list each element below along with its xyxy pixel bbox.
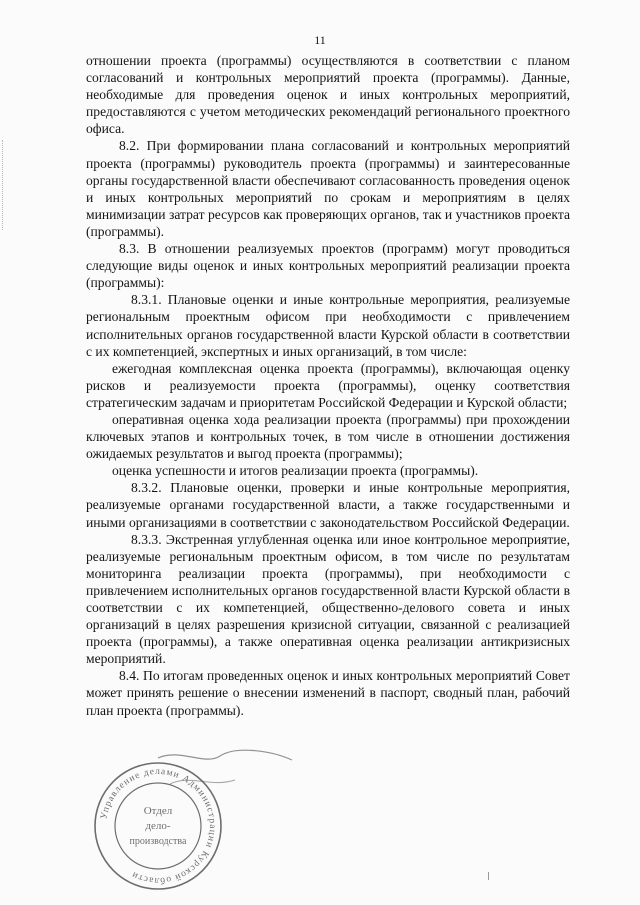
page-number: 11 [314, 33, 326, 47]
paragraph-8-4: 8.4. По итогам проведенных оценок и иных контрольных мероприятий Совет может принять решение о внесении изменений в паспорт, сводный план, рабочий план проекта (программы). [86, 668, 570, 718]
stamp-center-line-3: производства [129, 836, 187, 847]
paragraph-8-2: 8.2. При формировании плана согласований и контрольных мероприятий проекта (программы) руководитель проекта (программы) и заинтересованные органы государственной власти обеспечивают согласованность проведения оценок и иных контрольных мероприятий по срокам и мероприятиям в целях минимизации затрат ресурсов как проверяющих органов, так и участников проекта (программы). [86, 138, 570, 239]
paragraph-8-3-1: 8.3.1. Плановые оценки и иные контрольные мероприятия, реализуемые региональным проектным офисом при необходимости с привлечением исполнительных органов государственной власти Курской области в соответствии с их компетенцией, экспертных и иных организаций, в том числе: [86, 292, 570, 359]
scan-artifact-mark [488, 872, 493, 880]
stamp-center-line-1: Отдел [143, 805, 173, 817]
office-stamp-seal [92, 760, 224, 892]
paragraph-8-3-2: 8.3.2. Плановые оценки, проверки и иные контрольные мероприятия, реализуемые органами государственной власти, а также государственными и иными организациями в соответствии с законодательством Российской Федерации. [86, 480, 570, 530]
paragraph-8-3-3: 8.3.3. Экстренная углубленная оценка или иное контрольное мероприятие, реализуемые региональным проектным офисом, в том числе по результатам мониторинга реализации проекта (программы), при необходимости с привлечением исполнительных органов государственной власти Курской области в соответствии с их компетенцией, общественно-делового совета и иных организаций в целях разрешения кризисной ситуации, связанной с реализацией проекта (программы), а также оперативная оценка реализации антикризисных мероприятий. [86, 531, 570, 667]
list-item-success-assessment: оценка успешности и итогов реализации проекта (программы). [112, 463, 479, 479]
margin-fold-marks [2, 140, 5, 230]
stamp-ring-text: Управление делами Администрации Курской области [99, 766, 218, 886]
list-item-annual-assessment: ежегодная комплексная оценка проекта (программы), включающая оценку рисков и реализуемости проекта (программы), оценку соответствия стратегическим задачам и приоритетам Российской Федерации и Курской области; [86, 360, 570, 410]
document-body [86, 52, 570, 719]
paragraph-intro-continued: отношении проекта (программы) осуществляются в соответствии с планом согласований и контрольных мероприятий проекта (программы). Данные, необходимые для проведения оценок и иных контрольных мероприятий, предоставляются с учетом методических рекомендаций регионального проектного офиса. [86, 53, 570, 137]
paragraph-8-3: 8.3. В отношении реализуемых проектов (программ) могут проводиться следующие виды оценок и иных контрольных мероприятий реализации проекта (программы): [86, 241, 570, 291]
stamp-center-line-2: дело- [145, 820, 171, 832]
list-item-operational-assessment: оперативная оценка хода реализации проекта (программы) при прохождении ключевых этапов и контрольных точек, в том числе в отношении достижения ожидаемых результатов и выгод проекта (программы); [86, 411, 570, 462]
